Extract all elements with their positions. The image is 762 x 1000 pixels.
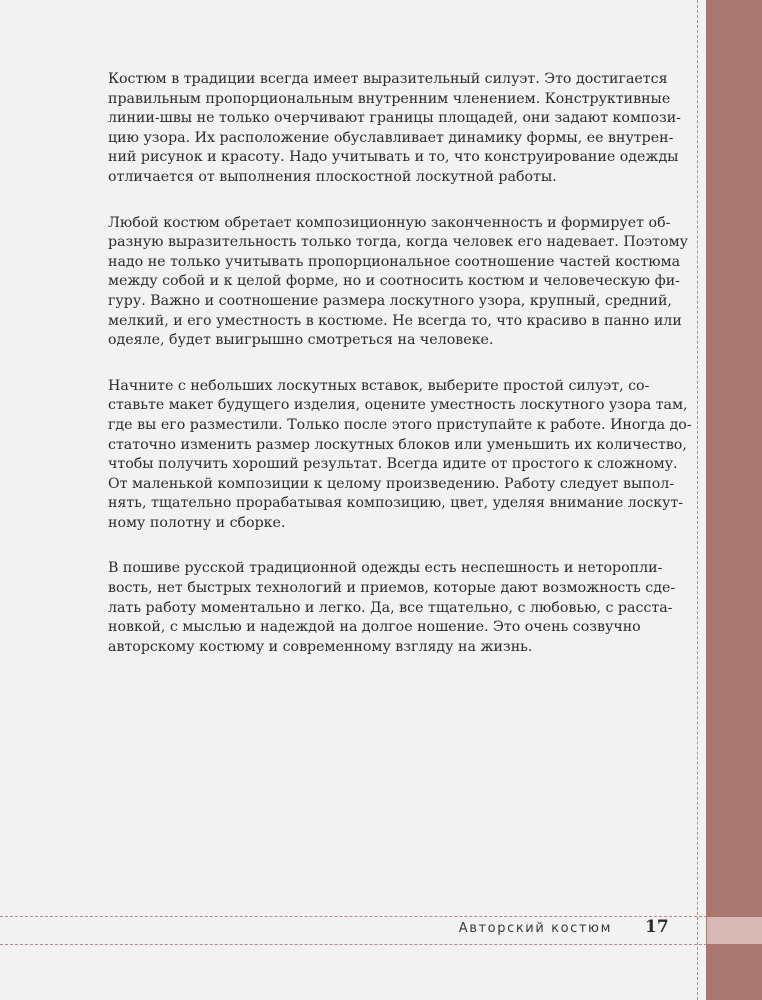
text-line: где вы его разместили. Только после этого приступайте к работе. Иногда до- [108,416,692,433]
footer-stitch-bottom [0,944,707,945]
text-line: вость, нет быстрых технологий и приемов, которые дают возможность сде- [108,580,676,597]
text-line: чтобы получить хороший результат. Всегда идите от простого к сложному. [108,456,678,473]
text-line: гуру. Важно и соотношение размера лоскутного узора, крупный, средний, [108,292,672,309]
text-line: отличается от выполнения плоскостной лоскутной работы. [108,168,557,185]
text-line: ному полотну и сборке. [108,514,286,531]
page-number: 17 [645,917,669,937]
paragraph-1 [108,70,681,188]
text-line: Начните с небольших лоскутных вставок, выберите простой силуэт, со- [108,377,650,394]
running-footer-title: Авторский костюм [458,921,612,936]
side-stitch-decoration [697,0,698,1000]
text-line: статочно изменить размер лоскутных блоков или уменьшить их количество, [108,436,687,453]
text-line: цию узора. Их расположение обуславливает динамику формы, ее внутрен- [108,129,674,146]
text-line: нять, тщательно прорабатывая композицию, цвет, уделяя внимание лоскут- [108,495,684,512]
text-line: Костюм в традиции всегда имеет выразительный силуэт. Это достигается [108,71,668,87]
text-line: правильным пропорциональным внутренним членением. Конструктивные [108,90,671,107]
text-line: лать работу моментально и легко. Да, все тщательно, с любовью, с расста- [108,599,673,616]
text-line: разную выразительность только тогда, когда человек его надевает. Поэтому [108,234,688,251]
footer-stitch-top [0,916,707,917]
body-text [108,70,692,683]
text-line: мелкий, и его уместность в костюме. Не всегда то, что красиво в панно или [108,312,682,329]
paragraph-2 [108,214,688,351]
text-line: надо не только учитывать пропорциональное соотношение частей костюма [108,253,681,270]
paragraph-4 [108,559,676,657]
text-line: В пошиве русской традиционной одежды есть неспешность и неторопли- [108,560,663,577]
text-line: От маленькой композиции к целому произведению. Работу следует выпол- [108,475,675,492]
paragraph-3 [108,377,692,534]
footer-accent-strip [707,917,762,944]
text-line: новкой, с мыслью и надеждой на долгое ношение. Это очень созвучно [108,619,641,636]
text-line: авторскому костюму и современному взгляду на жизнь. [108,638,533,655]
text-line: ний рисунок и красоту. Надо учитывать и то, что конструирование одежды [108,149,679,166]
text-line: между собой и к целой форме, но и соотносить костюм и человеческую фи- [108,273,680,290]
text-line: одеяле, будет выигрышно смотреться на человеке. [108,332,494,349]
side-accent-band [706,0,762,1000]
text-line: Любой костюм обретает композиционную законченность и формирует об- [108,214,671,231]
text-line: линии-швы не только очерчивают границы площадей, они задают компози- [108,110,681,127]
text-line: ставьте макет будущего изделия, оцените уместность лоскутного узора там, [108,397,688,414]
